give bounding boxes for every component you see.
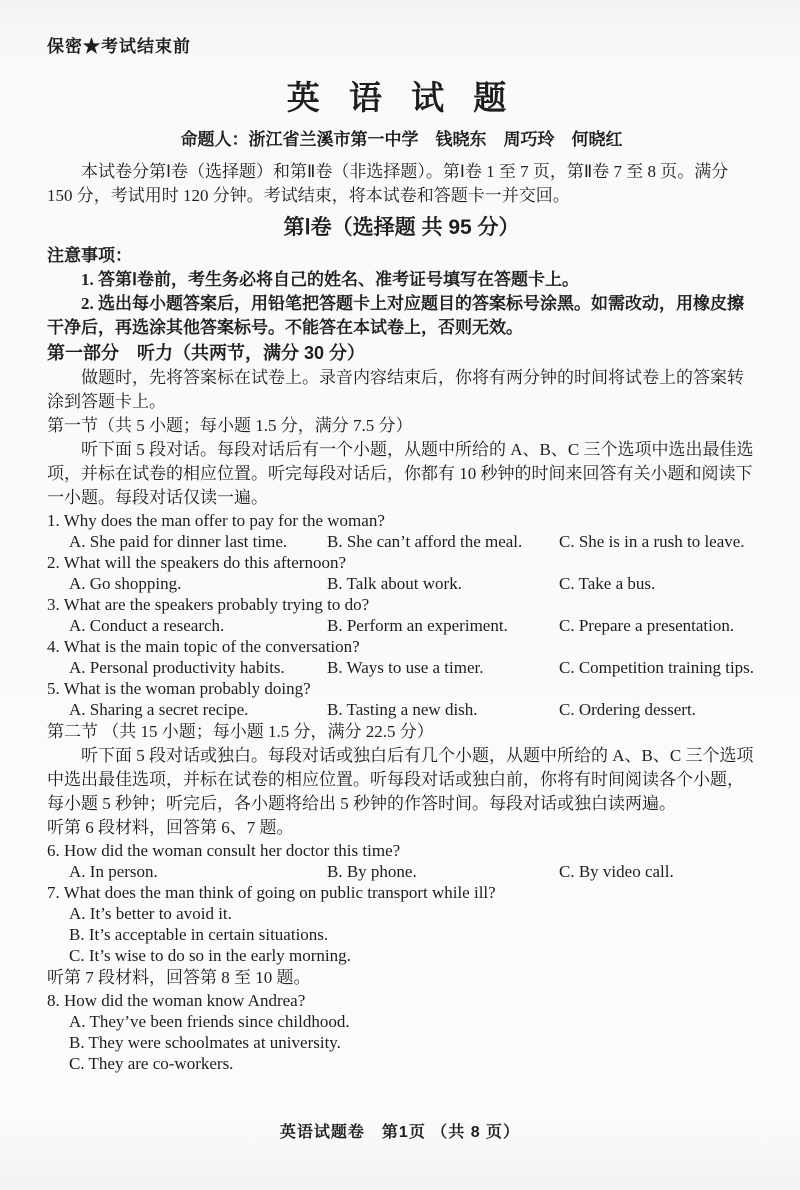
- question-8-options: [47, 1011, 756, 1074]
- question-3-option-c: C. Prepare a presentation.: [559, 616, 735, 635]
- question-1-stem: 1. Why does the man offer to pay for the woman?: [47, 511, 385, 530]
- question-3-option-a: A. Conduct a research.: [69, 616, 225, 635]
- intro-paragraph: 本试卷分第Ⅰ卷（选择题）和第Ⅱ卷（非选择题）。第Ⅰ卷 1 至 7 页，第Ⅱ卷 7 至 8 页。满分 150 分，考试用时 120 分钟。考试结束，将本试卷和答题卡一并交回。: [47, 162, 729, 205]
- material-6-line: 听第 6 段材料，回答第 6、7 题。: [47, 818, 294, 837]
- section2-instructions: 听下面 5 段对话或独白。每段对话或独白后有几个小题，从题中所给的 A、B、C 三个选项中选出最佳选项，并标在试卷的相应位置。听每段对话或独白前，你将有时间阅读各个小题，每小题 5 秒钟；听完后，各小题将给出 5 秒钟的作答时间。每段对话或独白读两遍。: [47, 746, 754, 813]
- question-4-option-b: B. Ways to use a timer.: [327, 658, 484, 677]
- question-8-option-b: B. They were schoolmates at university.: [69, 1033, 341, 1052]
- question-1-option-c: C. She is in a rush to leave.: [559, 532, 745, 551]
- note-2: 2. 选出每小题答案后，用铅笔把答题卡上对应题目的答案标号涂黑。如需改动，用橡皮擦干净后，再选涂其他答案标号。不能答在本试卷上，否则无效。: [47, 294, 744, 337]
- section1-instructions: 听下面 5 段对话。每段对话后有一个小题，从题中所给的 A、B、C 三个选项中选出最佳选项，并标在试卷的相应位置。听完每段对话后，你都有 10 秒钟的时间来回答有关小题和阅读下一小题。每段对话仅读一遍。: [47, 440, 754, 507]
- question-6-options: [47, 861, 756, 882]
- question-1: [47, 510, 756, 552]
- question-8-stem: 8. How did the woman know Andrea?: [47, 991, 306, 1010]
- question-4-options: [47, 657, 756, 678]
- volume1-heading: 第Ⅰ卷（选择题 共 95 分）: [283, 216, 520, 239]
- setters-line: 命题人：浙江省兰溪市第一中学 钱晓东 周巧玲 何晓红: [180, 130, 623, 149]
- question-6-option-b: B. By phone.: [327, 862, 417, 881]
- question-4: [47, 636, 756, 678]
- question-1-option-b: B. She can’t afford the meal.: [327, 532, 523, 551]
- question-5-option-c: C. Ordering dessert.: [559, 700, 696, 719]
- question-2-option-b: B. Talk about work.: [327, 574, 462, 593]
- question-7-option-a: A. It’s better to avoid it.: [69, 904, 232, 923]
- question-5-stem: 5. What is the woman probably doing?: [47, 679, 311, 698]
- part1-heading: 第一部分 听力（共两节，满分 30 分）: [47, 343, 366, 363]
- question-5-option-b: B. Tasting a new dish.: [327, 700, 478, 719]
- page-footer: 英语试题卷 第1页 （共 8 页）: [279, 1124, 521, 1141]
- question-4-option-a: A. Personal productivity habits.: [69, 658, 285, 677]
- question-5-options: [47, 699, 756, 720]
- question-6-stem: 6. How did the woman consult her doctor this time?: [47, 841, 401, 860]
- question-1-option-a: A. She paid for dinner last time.: [69, 532, 288, 551]
- question-6-option-c: C. By video call.: [559, 862, 674, 881]
- question-1-options: [47, 531, 756, 552]
- section2-heading: 第二节 （共 15 小题；每小题 1.5 分，满分 22.5 分）: [47, 722, 434, 741]
- material-7-line: 听第 7 段材料，回答第 8 至 10 题。: [47, 968, 311, 987]
- question-8: [47, 990, 756, 1074]
- question-5-option-a: A. Sharing a secret recipe.: [69, 700, 249, 719]
- question-2-option-c: C. Take a bus.: [559, 574, 656, 593]
- notes-title: 注意事项：: [47, 246, 132, 265]
- question-8-option-a: A. They’ve been friends since childhood.: [69, 1012, 350, 1031]
- question-6-option-a: A. In person.: [69, 862, 158, 881]
- question-5: [47, 678, 756, 720]
- question-7-option-b: B. It’s acceptable in certain situations.: [69, 925, 329, 944]
- question-8-option-c: C. They are co-workers.: [69, 1054, 234, 1073]
- page-title: 英 语 试 题: [286, 79, 517, 116]
- question-7-stem: 7. What does the man think of going on public transport while ill?: [47, 883, 496, 902]
- question-3: [47, 594, 756, 636]
- section1-heading: 第一节（共 5 小题；每小题 1.5 分，满分 7.5 分）: [47, 416, 413, 435]
- question-7: [47, 882, 756, 966]
- question-6: [47, 840, 756, 882]
- question-3-option-b: B. Perform an experiment.: [327, 616, 508, 635]
- question-2-options: [47, 573, 756, 594]
- question-2-stem: 2. What will the speakers do this afternoon?: [47, 553, 346, 572]
- listening-instructions: 做题时，先将答案标在试卷上。录音内容结束后，你将有两分钟的时间将试卷上的答案转涂到答题卡上。: [47, 368, 744, 411]
- question-7-option-c: C. It’s wise to do so in the early morning.: [69, 946, 351, 965]
- question-4-option-c: C. Competition training tips.: [559, 658, 755, 677]
- question-7-options: [47, 903, 756, 966]
- question-3-options: [47, 615, 756, 636]
- question-2-option-a: A. Go shopping.: [69, 574, 182, 593]
- note-1: 1. 答第Ⅰ卷前，考生务必将自己的姓名、准考证号填写在答题卡上。: [81, 270, 580, 289]
- question-4-stem: 4. What is the main topic of the conversation?: [47, 637, 360, 656]
- question-3-stem: 3. What are the speakers probably trying to do?: [47, 595, 370, 614]
- security-notice: 保密★考试结束前: [47, 37, 191, 56]
- question-2: [47, 552, 756, 594]
